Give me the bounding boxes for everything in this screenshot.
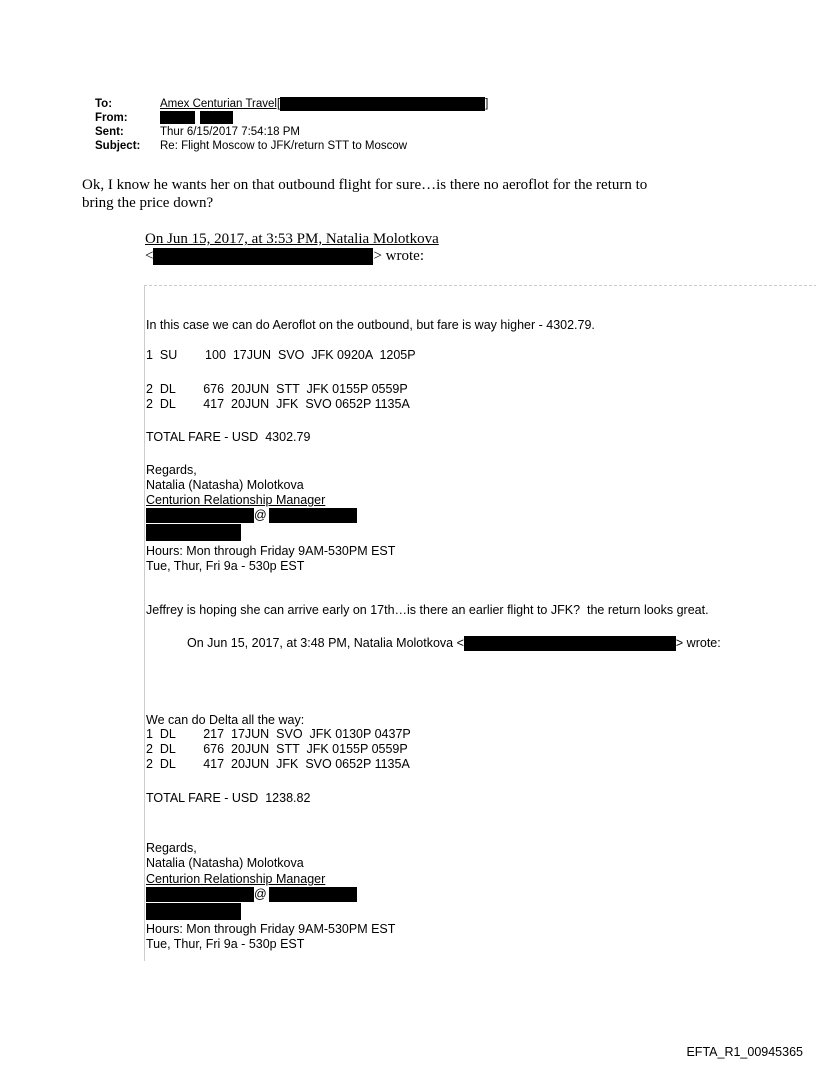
quote2-header	[187, 636, 721, 651]
flight-line: 2 DL 676 20JUN STT JFK 0155P 0559P	[146, 742, 408, 756]
to-close: ]	[485, 98, 489, 110]
flight-line: 2 DL 417 20JUN JFK SVO 0652P 1135A	[146, 757, 410, 771]
redaction-block	[464, 636, 676, 651]
regards: Regards,	[146, 463, 197, 477]
total-fare: TOTAL FARE - USD 4302.79	[146, 430, 311, 444]
redaction-block	[269, 508, 357, 523]
subject-row	[95, 139, 488, 153]
to-value: Amex Centurian Travel[	[160, 98, 281, 110]
body-line: Ok, I know he wants her on that outbound flight for sure…is there no aeroflot for the return to	[82, 177, 648, 193]
hours-line: Hours: Mon through Friday 9AM-530PM EST	[146, 922, 396, 936]
from-label: From:	[95, 112, 128, 124]
signature-redaction	[146, 524, 241, 541]
signature-redaction	[146, 903, 241, 920]
flight-line: 1 SU 100 17JUN SVO JFK 0920A 1205P	[146, 348, 416, 362]
redaction-block	[280, 97, 485, 111]
signature-name: Natalia (Natasha) Molotkova	[146, 478, 304, 492]
sent-row	[95, 125, 488, 139]
from-row	[95, 111, 488, 125]
total-fare: TOTAL FARE - USD 1238.82	[146, 791, 311, 805]
redaction-block	[200, 111, 233, 124]
msg2-intro: We can do Delta all the way:	[146, 713, 305, 727]
redaction-block	[146, 524, 241, 541]
reply-text: Jeffrey is hoping she can arrive early on 17th…is there an earlier flight to JFK? the return looks great.	[146, 603, 709, 617]
quote-header	[145, 231, 439, 265]
quote-prefix: <	[145, 248, 154, 264]
redaction-block	[160, 111, 195, 124]
sent-value: Thur 6/15/2017 7:54:18 PM	[160, 126, 301, 138]
quote-sender-line	[145, 248, 439, 265]
quote-suffix: > wrote:	[373, 248, 424, 264]
redaction-block	[153, 248, 373, 265]
flight-line: 2 DL 417 20JUN JFK SVO 0652P 1135A	[146, 397, 410, 411]
redaction-block	[146, 508, 254, 523]
signature-title: Centurion Relationship Manager	[146, 493, 326, 507]
subject-label: Subject:	[95, 140, 141, 152]
hours-line: Tue, Thur, Fri 9a - 530p EST	[146, 559, 305, 573]
signature-email	[146, 508, 357, 523]
quote2-suffix: > wrote:	[675, 636, 721, 650]
signature-name: Natalia (Natasha) Molotkova	[146, 856, 304, 870]
body-line: bring the price down?	[82, 195, 214, 211]
quote2-text: On Jun 15, 2017, at 3:48 PM, Natalia Molotkova <	[187, 636, 464, 650]
flight-line: 2 DL 676 20JUN STT JFK 0155P 0559P	[146, 382, 408, 396]
regards: Regards,	[146, 841, 197, 855]
at-sign: @	[254, 887, 267, 901]
at-sign: @	[254, 508, 267, 522]
redaction-block	[146, 903, 241, 920]
sent-label: Sent:	[95, 126, 124, 138]
hours-line: Tue, Thur, Fri 9a - 530p EST	[146, 937, 305, 951]
flight-line: 1 DL 217 17JUN SVO JFK 0130P 0437P	[146, 727, 411, 741]
signature-email	[146, 887, 357, 902]
msg1-intro: In this case we can do Aeroflot on the outbound, but fare is way higher - 4302.79.	[146, 318, 595, 332]
redaction-block	[146, 887, 254, 902]
to-label: To:	[95, 98, 113, 110]
redaction-block	[269, 887, 357, 902]
email-body	[82, 176, 742, 212]
bates-number: EFTA_R1_00945365	[686, 1045, 803, 1059]
to-row	[95, 97, 488, 111]
signature-title: Centurion Relationship Manager	[146, 872, 326, 886]
email-header	[95, 97, 488, 153]
hours-line: Hours: Mon through Friday 9AM-530PM EST	[146, 544, 396, 558]
subject-value: Re: Flight Moscow to JFK/return STT to Moscow	[160, 140, 408, 152]
quote-date-line: On Jun 15, 2017, at 3:53 PM, Natalia Molotkova	[145, 231, 439, 247]
